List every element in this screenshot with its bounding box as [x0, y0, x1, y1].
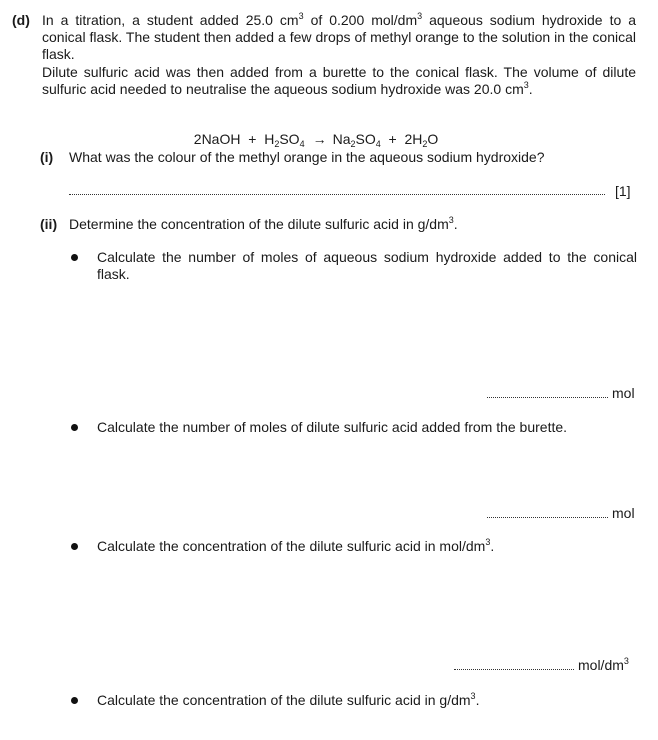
para1-text-c: aqueous sodium hydroxide to a conical flask. The student then added a few drops of methyl orange to the solution in the conical flask. [42, 12, 636, 62]
eq-sub: 2 [274, 139, 280, 149]
bullet-3-text-a: Calculate the concentration of the dilute sulfuric acid in mol/dm [97, 538, 486, 554]
question-ii-text [69, 216, 458, 232]
part-d-paragraph-2 [42, 64, 636, 98]
chemical-equation [186, 115, 438, 147]
unit-mol: mol [612, 505, 635, 521]
eq-sub: 4 [375, 139, 381, 149]
eq-part: SO [355, 131, 376, 147]
answer-line-concentration-mol[interactable] [454, 669, 574, 670]
marks-badge: [1] [615, 183, 631, 199]
question-i-text: What was the colour of the methyl orange in the aqueous sodium hydroxide? [69, 149, 545, 165]
part-d-label: (d) [12, 12, 30, 28]
question-i-label: (i) [40, 149, 54, 165]
para2-text-b: . [528, 81, 533, 97]
answer-line-moles-h2so4[interactable] [487, 517, 608, 518]
eq-part: 2NaOH + H [193, 131, 275, 147]
unit-mol: mol [612, 385, 635, 401]
bullet-icon [71, 254, 78, 261]
eq-sub: 4 [299, 139, 305, 149]
sup-3: 3 [470, 691, 476, 701]
reaction-arrow-icon: → [312, 131, 327, 147]
unit-mol-per-dm3 [578, 657, 629, 673]
question-ii-label: (ii) [40, 216, 58, 232]
part-d-paragraph-1 [42, 12, 636, 63]
bullet-3-text-b: . [490, 538, 495, 554]
eq-part: + 2H [380, 131, 423, 147]
eq-part: O [427, 131, 439, 147]
q-ii-text-b: . [453, 216, 458, 232]
bullet-1-text: Calculate the number of moles of aqueous sodium hydroxide added to the conical flask. [97, 249, 637, 282]
bullet-3-text [97, 538, 494, 554]
sup-3: 3 [523, 80, 529, 90]
sup-3: 3 [417, 11, 423, 21]
bullet-icon [71, 543, 78, 550]
unit-text: mol/dm [578, 657, 624, 673]
sup-3: 3 [298, 11, 304, 21]
bullet-4-text-a: Calculate the concentration of the dilute sulfuric acid in g/dm [97, 692, 471, 708]
unit-sup: 3 [623, 656, 629, 666]
bullet-4-text [97, 692, 479, 708]
bullet-icon [71, 424, 78, 431]
eq-sub: 2 [422, 139, 428, 149]
bullet-2-text: Calculate the number of moles of dilute sulfuric acid added from the burette. [97, 419, 568, 435]
para1-text-a: In a titration, a student added 25.0 cm [42, 12, 299, 28]
bullet-4-text-b: . [475, 692, 480, 708]
sup-3: 3 [448, 215, 454, 225]
para1-text-b: of 0.200 mol/dm [303, 12, 418, 28]
answer-line-moles-naoh[interactable] [487, 397, 608, 398]
q-ii-text-a: Determine the concentration of the dilute sulfuric acid in g/dm [69, 216, 449, 232]
eq-part: Na [332, 131, 351, 147]
bullet-icon [71, 697, 78, 704]
para2-text-a: Dilute sulfuric acid was then added from a burette to the conical flask. The volume of dilute sulfuric acid needed to neutralise the aqueous sodium hydroxide was 20.0 cm [42, 64, 636, 97]
sup-3: 3 [485, 537, 491, 547]
answer-line-i[interactable] [69, 194, 605, 195]
eq-sub: 2 [350, 139, 356, 149]
eq-part: SO [279, 131, 300, 147]
